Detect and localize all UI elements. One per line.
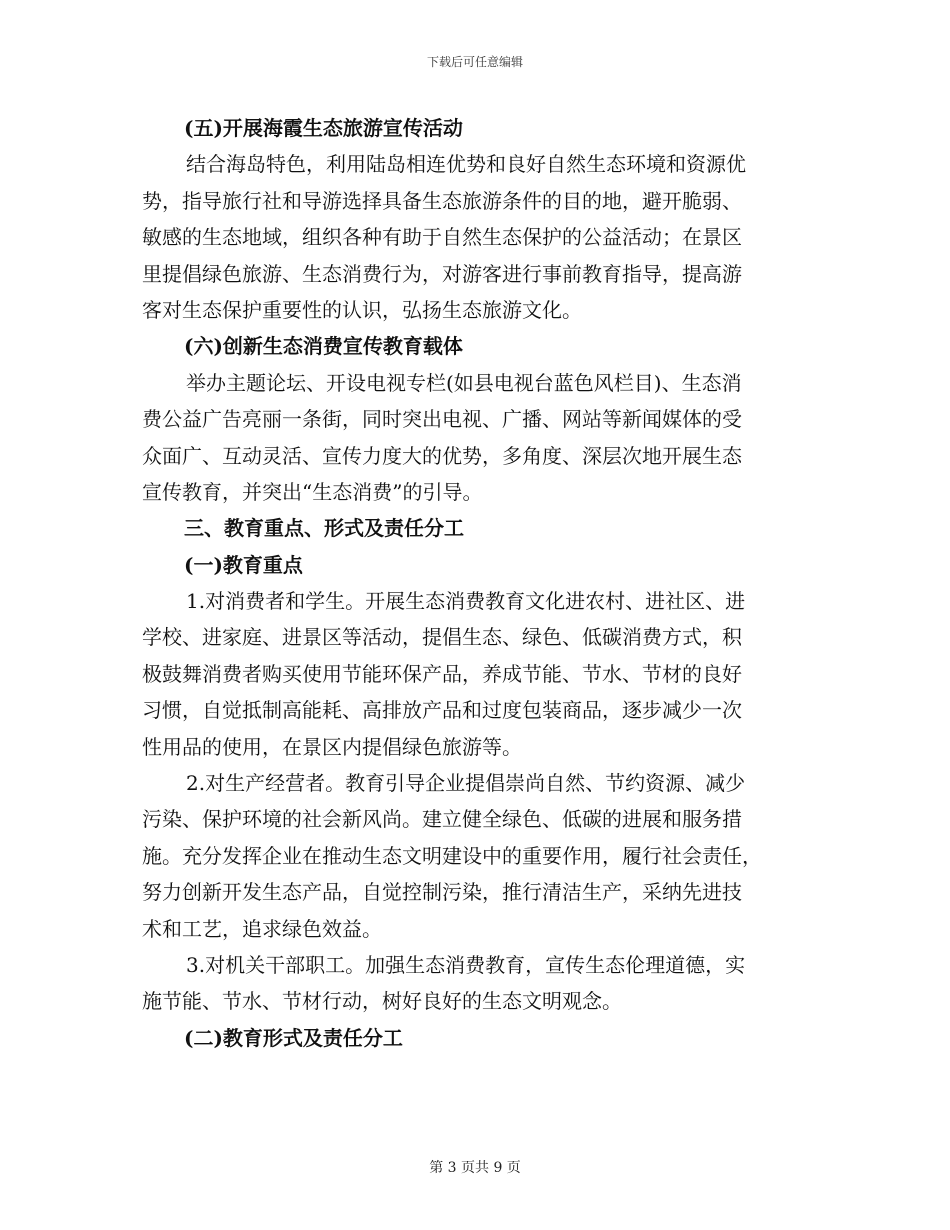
paragraph-line: 施。充分发挥企业在推动生态文明建设中的重要作用，履行社会责任， <box>142 843 762 868</box>
paragraph-line: 施节能、节水、节材行动，树好良好的生态文明观念。 <box>142 989 622 1014</box>
paragraph-line: 2.对生产经营者。教育引导企业提倡崇尚自然、节约资源、减少 <box>186 771 746 796</box>
page-number-footer: 第 3 页共 9 页 <box>429 1160 521 1176</box>
paragraph-line: 结合海岛特色，利用陆岛相连优势和良好自然生态环境和资源优 <box>186 152 746 177</box>
paragraph-line: 里提倡绿色旅游、生态消费行为，对游客进行事前教育指导，提高游 <box>142 261 742 286</box>
paragraph-line: 习惯，自觉抵制高能耗、高排放产品和过度包装商品，逐步减少一次 <box>142 698 742 723</box>
paragraph-line: 众面广、互动灵活、宣传力度大的优势，多角度、深层次地开展生态 <box>142 443 742 468</box>
paragraph-line: 极鼓舞消费者购买使用节能环保产品，养成节能、节水、节材的良好 <box>142 661 742 686</box>
paragraph-line: 费公益广告亮丽一条街，同时突出电视、广播、网站等新闻媒体的受 <box>142 407 742 432</box>
section-heading: (五)开展海霞生态旅游宣传活动 <box>184 116 463 140</box>
paragraph-line: 努力创新开发生态产品，自觉控制污染，推行清洁生产，采纳先进技 <box>142 880 742 905</box>
page-header-note: 下载后可任意编辑 <box>426 55 523 69</box>
section-heading: (六)创新生态消费宣传教育载体 <box>184 334 463 359</box>
document-body <box>142 110 808 1056</box>
paragraph-line: 学校、进家庭、进景区等活动，提倡生态、绿色、低碳消费方式，积 <box>142 625 742 650</box>
paragraph-line: 宣传教育，并突出“生态消费”的引导。 <box>142 479 483 504</box>
paragraph-line: 污染、保护环境的社会新风尚。建立健全绿色、低碳的进展和服务措 <box>142 807 742 832</box>
paragraph-line: 敏感的生态地域，组织各种有助于自然生态保护的公益活动；在景区 <box>142 225 742 250</box>
section-heading: (二)教育形式及责任分工 <box>184 1025 403 1050</box>
paragraph-line: 举办主题论坛、开设电视专栏(如县电视台蓝色风栏目)、生态消 <box>186 370 742 395</box>
section-heading: (一)教育重点 <box>184 552 303 577</box>
paragraph-line: 1.对消费者和学生。开展生态消费教育文化进农村、进社区、进 <box>186 589 746 614</box>
paragraph-line: 客对生态保护重要性的认识，弘扬生态旅游文化。 <box>142 297 582 322</box>
paragraph-line: 势，指导旅行社和导游选择具备生态旅游条件的目的地，避开脆弱、 <box>142 188 742 213</box>
paragraph-line: 性用品的使用，在景区内提倡绿色旅游等。 <box>142 734 522 759</box>
paragraph-line: 术和工艺，追求绿色效益。 <box>142 916 382 941</box>
paragraph-line: 3.对机关干部职工。加强生态消费教育，宣传生态伦理道德，实 <box>186 952 746 977</box>
chapter-heading: 三、教育重点、形式及责任分工 <box>184 516 464 541</box>
